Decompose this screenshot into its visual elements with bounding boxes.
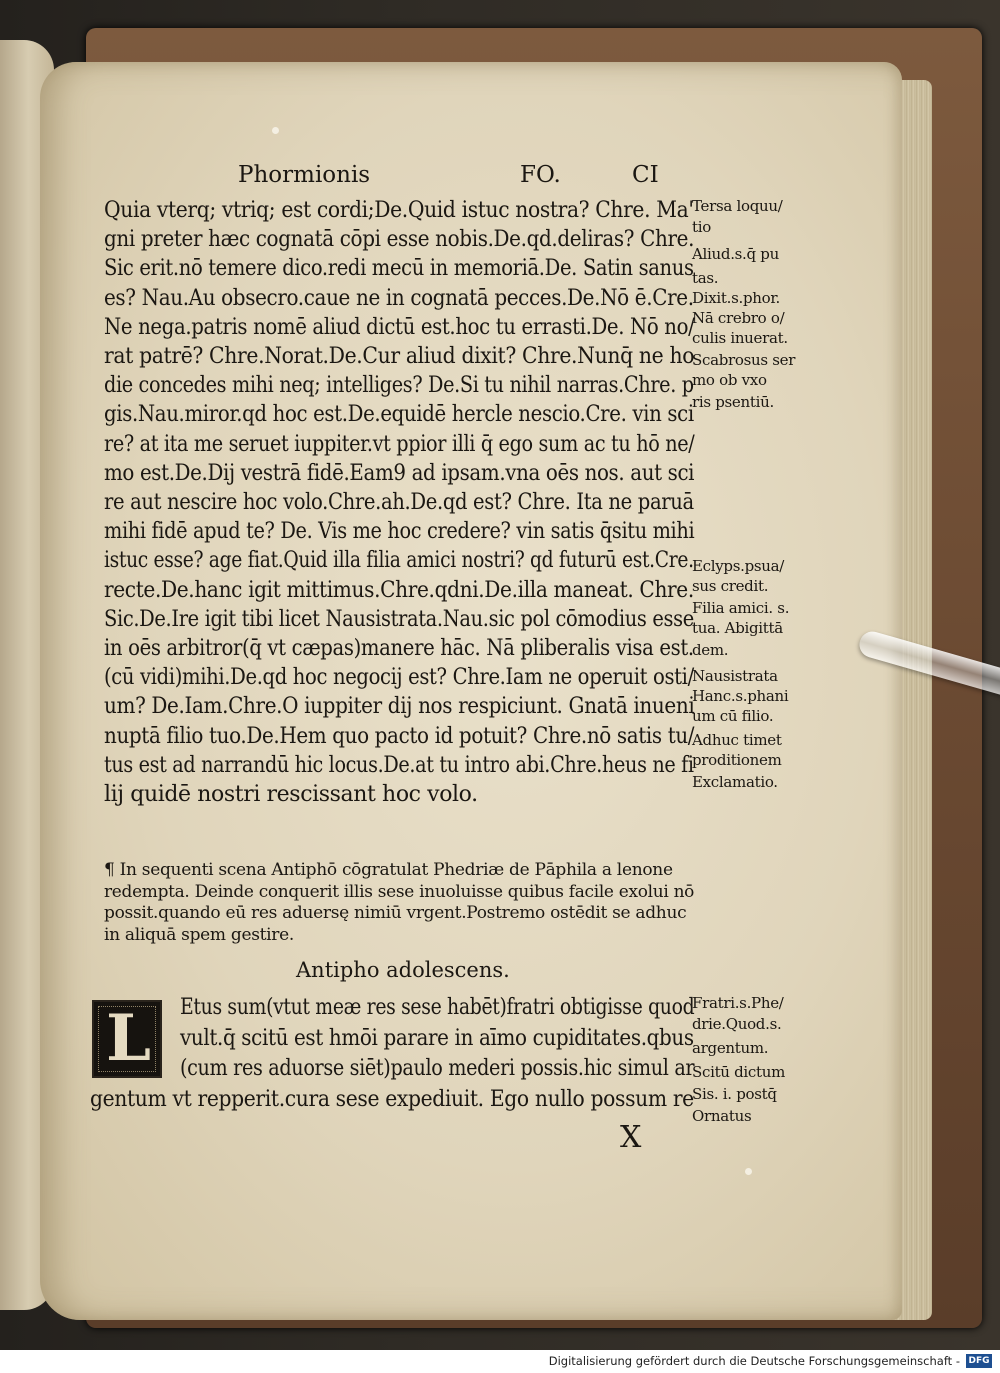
marginal-note: sus credit.: [692, 577, 769, 595]
page-hole: [272, 127, 279, 134]
text-line: re? at ita me seruet iuppiter.vt ppior illi q̄ ego sum ac tu hō ne/: [104, 431, 695, 457]
text-line: nuptā filio tuo.De.Hem quo pacto id potuit? Chre.nō satis tu/: [104, 723, 695, 749]
speaker-heading: Antipho adolescens.: [296, 958, 510, 982]
summary-line: redempta. Deinde conquerit illis sese inuoluisse quibus facile exolui nō: [104, 881, 695, 902]
digitization-footer: [0, 1350, 1000, 1373]
summary-line: possit.quando eū res aduersę nimiū vrgent.Postremo ostēdit se adhuc: [104, 903, 687, 923]
dfg-logo: DFG: [966, 1354, 992, 1368]
text-line: Ne nega.patris nomē aliud dictū est.hoc tu errasti.De. Nō no/: [104, 314, 695, 340]
text-line: gni preter hæc cognatā cōpi esse nobis.De.qd.deliras? Chre.: [104, 227, 695, 253]
text-line: istuc esse? age fiat.Quid illa filia amici nostri? qd futurū est.Cre.: [104, 548, 694, 574]
marginal-note: dem.: [692, 641, 729, 659]
text-line: die concedes mihi neq; intelliges? De.Si tu nihil narras.Chre. p: [104, 373, 694, 399]
marginal-note: tua. Abigittā: [692, 619, 783, 637]
text-line: gis.Nau.miror.qd hoc est.De.equidē hercle nescio.Cre. vin sci: [104, 402, 694, 428]
marginal-note: ris psentiū.: [692, 393, 774, 411]
marginal-note: tas.: [692, 269, 719, 287]
summary-line: in aliquā spem gestire.: [104, 924, 294, 945]
page-hole: [745, 1168, 752, 1175]
marginal-note: Tersa loquu/: [692, 197, 783, 215]
marginal-note: Hanc.s.phani: [692, 687, 789, 705]
marginal-note: proditionem: [692, 751, 782, 769]
signature-mark: X: [620, 1120, 642, 1155]
marginal-note: Adhuc timet: [692, 731, 782, 749]
summary-line: ¶ In sequenti scena Antiphō cōgratulat Phedriæ de Pāphila a lenone: [104, 860, 673, 880]
text-line: Sic erit.nō temere dico.redi mecū in memoriā.De. Satin sanus: [104, 256, 694, 282]
marginal-note: tio: [692, 218, 711, 236]
text-line: tus est ad narrandū hic locus.De.at tu intro abi.Chre.heus ne fi: [104, 752, 694, 778]
text-line: Quia vterq; vtriq; est cordi;De.Quid istuc nostra? Chre. Ma': [104, 198, 694, 223]
marginal-note: Filia amici. s.: [692, 599, 790, 617]
marginal-note: Nā crebro o/: [692, 309, 785, 327]
marginal-note: Scabrosus ser: [692, 351, 796, 369]
text-line: um? De.Iam.Chre.O iuppiter dij nos respiciunt. Gnatā inueni: [104, 694, 695, 720]
marginal-note: drie.Quod.s.: [692, 1015, 782, 1033]
text-line: mihi fidē apud te? De. Vis me hoc credere? vin satis q̄situ mihi: [104, 519, 695, 545]
folio-number: CI: [632, 162, 659, 188]
text-line: re aut nescire hoc volo.Chre.ah.De.qd est? Chre. Ita ne paruā: [104, 490, 694, 515]
marginal-note: Exclamatio.: [692, 773, 778, 791]
marginal-note: Eclyps.psua/: [692, 557, 785, 575]
decorated-initial: [92, 1000, 162, 1078]
marginal-note: culis inuerat.: [692, 329, 788, 347]
marginal-note: Aliud.s.q̄ pu: [692, 245, 779, 263]
speech-line: Etus sum(vtut meæ res sese habēt)fratri obtigisse quod: [180, 995, 695, 1020]
marginal-note: Scitū dictum: [692, 1063, 786, 1081]
marginal-note: Dixit.s.phor.: [692, 289, 781, 307]
marginal-note: Fratri.s.Phe/: [692, 994, 784, 1012]
speech-line: (cum res aduorse siēt)paulo mederi possis.hic simul ar: [180, 1056, 695, 1081]
marginal-note: Nausistrata: [692, 667, 778, 685]
marginal-note: Sis. i. postq̄: [692, 1085, 777, 1103]
text-line: (cū vidi)mihi.De.qd hoc negocij est? Chre.Iam ne operuit osti/: [104, 665, 694, 691]
running-head: Phormionis: [238, 162, 371, 188]
marginal-note: Ornatus: [692, 1107, 752, 1125]
speech-line: gentum vt repperit.cura sese expediuit. Ego nullo possum re: [90, 1086, 694, 1112]
text-line: rat patrē? Chre.Norat.De.Cur aliud dixit? Chre.Nunq̄ ne ho: [104, 344, 695, 369]
text-line: recte.De.hanc igit mittimus.Chre.qdni.De.illa maneat. Chre.: [104, 577, 694, 603]
folio-label: FO.: [520, 162, 561, 188]
text-line: lij quidē nostri rescissant hoc volo.: [104, 782, 478, 807]
marginal-note: mo ob vxo: [692, 371, 767, 389]
marginal-note: argentum.: [692, 1039, 769, 1057]
speech-line: vult.q̄ scitū est hmōi parare in aīmo cupiditates.qbus: [180, 1025, 694, 1051]
text-line: in oēs arbitror(q̄ vt cæpas)manere hāc. Nā pliberalis visa est.: [104, 636, 694, 661]
text-line: mo est.De.Dij vestrā fidē.Eam9 ad ipsam.vna oēs nos. aut sci: [104, 460, 695, 486]
marginal-note: um cū filio.: [692, 707, 774, 725]
text-line: Sic.De.Ire igit tibi licet Nausistrata.Nau.sic pol cōmodius esse: [104, 606, 694, 632]
text-line: es? Nau.Au obsecro.caue ne in cognatā pecces.De.Nō ē.Cre.: [104, 285, 694, 311]
footer-credit: Digitalisierung gefördert durch die Deutsche Forschungsgemeinschaft -: [548, 1354, 960, 1368]
initial-letter: L: [106, 1001, 151, 1076]
